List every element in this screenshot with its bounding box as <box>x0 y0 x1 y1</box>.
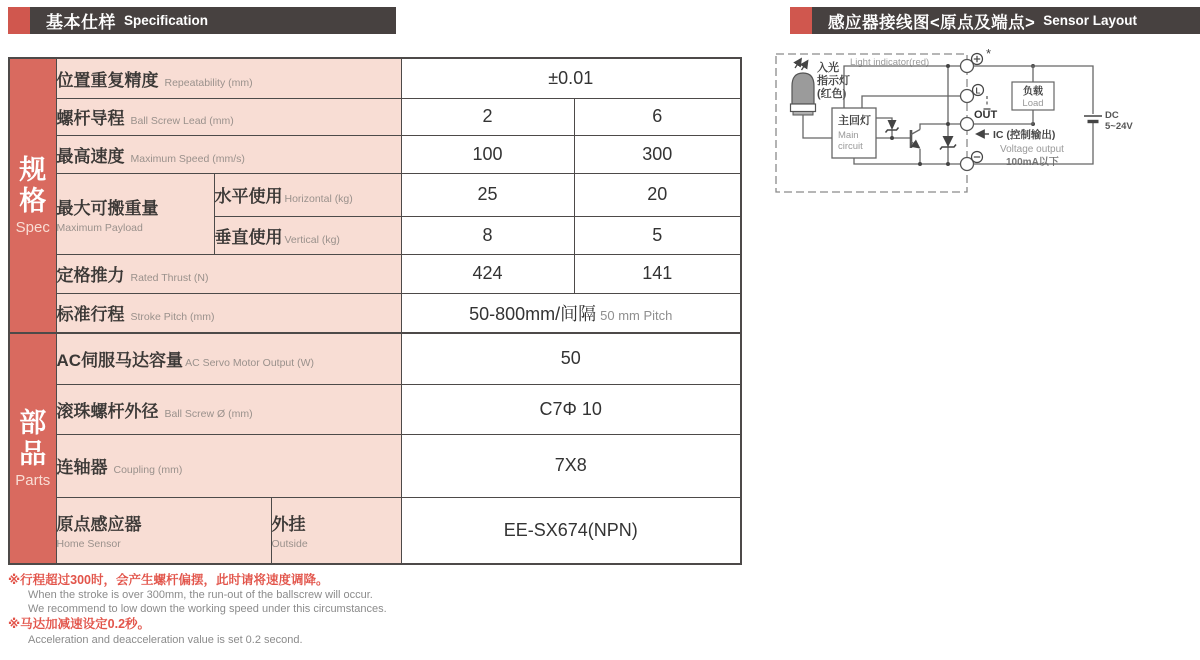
section-char: 部 <box>19 408 47 439</box>
terminal-star-label: * <box>986 46 992 61</box>
value-ball-screw-dia: C7Φ 10 <box>401 384 741 434</box>
row-label-rated-thrust: 定格推力 Rated Thrust (N) <box>56 254 401 293</box>
value-vertical-1: 8 <box>401 216 574 254</box>
transistor-icon <box>911 130 920 165</box>
spec-header-bar <box>30 7 396 34</box>
row-label-outside: 外挂 Outside <box>271 497 401 564</box>
row-label-horizontal: 水平使用 Horizontal (kg) <box>214 173 401 216</box>
value-lead-2: 6 <box>574 98 741 135</box>
value-stroke-pitch: 50-800mm/间隔 50 mm Pitch <box>401 293 741 333</box>
terminal-out-icon <box>961 118 974 131</box>
spec-table <box>8 57 742 565</box>
value-thrust-1: 424 <box>401 254 574 293</box>
main-circuit-zh-label: 主回灯 <box>838 115 871 127</box>
spec-header-title-zh: 基本仕样 <box>46 13 116 32</box>
row-label-stroke-pitch: 标准行程 Stroke Pitch (mm) <box>56 293 401 333</box>
sensor-wiring-diagram <box>770 46 1200 206</box>
section-header-parts <box>9 333 56 564</box>
battery-icon <box>1084 116 1102 122</box>
value-speed-2: 300 <box>574 135 741 173</box>
value-vertical-2: 5 <box>574 216 741 254</box>
value-coupling: 7X8 <box>401 434 741 497</box>
red-label: (红色) <box>817 88 847 100</box>
row-label-max-payload: 最大可搬重量 Maximum Payload <box>56 173 214 254</box>
light-in-arrows-icon <box>795 59 808 70</box>
light-indicator-en-label: Light indicator(red) <box>850 57 930 68</box>
load-en-label: Load <box>1022 98 1044 109</box>
footnotes <box>8 572 648 647</box>
load-zh-label: 负载 <box>1023 86 1043 98</box>
row-label-vertical: 垂直使用 Vertical (kg) <box>214 216 401 254</box>
value-servo-output: 50 <box>401 333 741 384</box>
current-limit-label: 100mA以下 <box>1006 157 1059 168</box>
ic-label: IC (控制输出) <box>993 129 1056 141</box>
note-2-en1: Acceleration and deacceleration value is set 0.2 second. <box>28 633 303 646</box>
value-home-sensor: EE-SX674(NPN) <box>401 497 741 564</box>
sensor-header-title-en: Sensor Layout <box>1043 13 1138 28</box>
note-2-zh: ※马达加减速设定0.2秒。 <box>8 617 151 632</box>
indicator-label: 指示灯 <box>817 75 850 87</box>
section-char: 品 <box>19 438 47 469</box>
zener-diode-right-icon <box>940 136 956 150</box>
main-circuit-en-1: Main <box>838 130 859 141</box>
plus-symbol-icon <box>972 54 983 65</box>
row-label-servo-output: AC伺服马达容量 AC Servo Motor Output (W) <box>56 333 401 384</box>
sensor-header-title-zh: 感应器接线图<原点及端点> <box>828 13 1036 32</box>
section-char: 规 <box>19 155 47 186</box>
dc-label: DC <box>1105 110 1119 121</box>
note-1-zh: ※行程超过300时，会产生螺杆偏摆，此时请将速度调降。 <box>8 573 329 587</box>
value-horizontal-2: 20 <box>574 173 741 216</box>
voltage-output-label: Voltage output <box>1000 144 1064 155</box>
led-indicator-icon <box>791 73 816 115</box>
value-speed-1: 100 <box>401 135 574 173</box>
section-label-en: Parts <box>15 471 51 489</box>
accent-square-icon <box>8 7 30 34</box>
minus-symbol-icon <box>972 152 983 163</box>
main-circuit-en-2: circuit <box>838 141 863 152</box>
row-label-home-sensor: 原点感应器 Home Sensor <box>56 497 271 564</box>
value-thrust-2: 141 <box>574 254 741 293</box>
sensor-header-bar <box>812 7 1200 34</box>
row-label-max-speed: 最高速度 Maximum Speed (mm/s) <box>56 135 401 173</box>
terminal-light-icon <box>961 90 974 103</box>
row-label-coupling: 连轴器 Coupling (mm) <box>56 434 401 497</box>
l-symbol-icon <box>973 85 991 110</box>
section-char: 格 <box>19 185 47 216</box>
spec-header-title-en: Specification <box>124 13 209 28</box>
row-label-ball-screw-lead: 螺杆导程 Ball Screw Lead (mm) <box>56 98 401 135</box>
note-1-en2: We recommend to low down the working speed under this circumstances. <box>28 603 387 616</box>
note-1-en1: When the stroke is over 300mm, the run-out of the ballscrew will occur. <box>28 589 373 602</box>
accent-square-icon <box>790 7 812 34</box>
light-in-label: 入光 <box>817 62 839 74</box>
dc-voltage-label: 5~24V <box>1105 121 1133 132</box>
sensor-layout-header <box>790 7 1200 34</box>
out-label: OUT <box>974 109 998 121</box>
section-label-en: Spec <box>15 218 50 236</box>
value-repeatability: ±0.01 <box>401 58 741 98</box>
value-horizontal-1: 25 <box>401 173 574 216</box>
row-label-repeatability: 位置重复精度 Repeatability (mm) <box>56 58 401 98</box>
spec-section-header <box>8 7 396 34</box>
svg-text:L: L <box>975 86 981 96</box>
row-label-ball-screw-dia: 滚珠螺杆外径 Ball Screw Ø (mm) <box>56 384 401 434</box>
value-lead-1: 2 <box>401 98 574 135</box>
section-header-spec <box>9 58 56 333</box>
zener-diode-left-icon <box>886 120 899 133</box>
